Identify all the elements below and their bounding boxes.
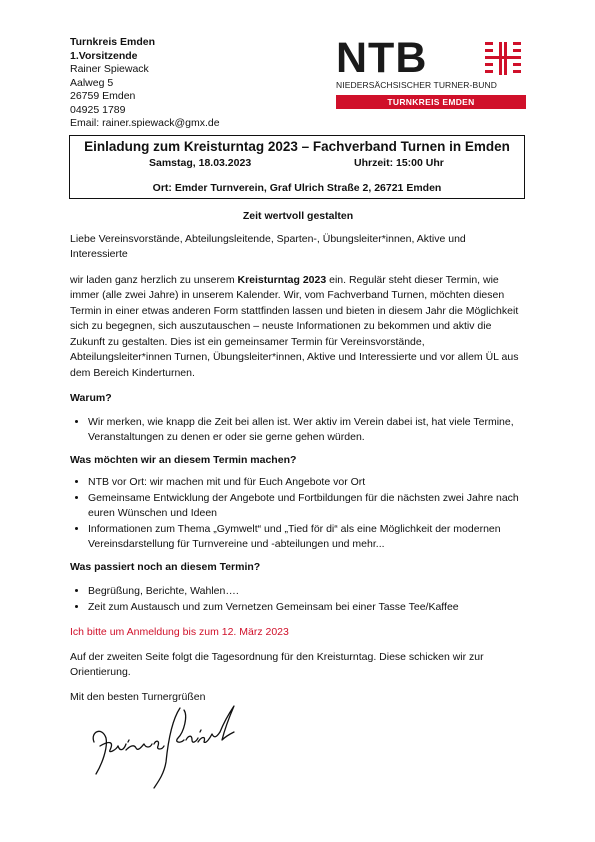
event-header-box (69, 135, 525, 199)
list-item: • NTB vor Ort: wir machen mit und für Euch Angebote vor Ort (88, 475, 526, 491)
list-item: • Begrüßung, Berichte, Wahlen…. (88, 584, 526, 600)
list-item: • Zeit zum Austausch und zum Vernetzen Gemeinsam bei einer Tasse Tee/Kaffee (88, 600, 526, 616)
sender-email: Email: rainer.spiewack@gmx.de (70, 117, 220, 129)
sender-role: 1.Vorsitzende (70, 49, 138, 62)
event-title: Einladung zum Kreisturntag 2023 – Fachverband Turnen in Emden (84, 139, 510, 154)
list-item: • Wir merken, wie knapp die Zeit bei allen ist. Wer aktiv im Verein dabei ist, hat viele Termine, Veranstaltungen zu denen er oder sie gerne gehen würden. (88, 415, 526, 446)
ntb-emblem-icon (483, 40, 523, 78)
plan-list (70, 475, 526, 553)
ntb-logo (336, 34, 526, 109)
closing: Mit den besten Turnergrüßen (70, 690, 206, 703)
letter-body (70, 209, 526, 705)
plan-heading: Was möchten wir an diesem Termin machen? (70, 453, 297, 466)
sender-block (70, 36, 220, 131)
intro-bold: Kreisturntag 2023 (237, 273, 327, 286)
logo-bar: TURNKREIS EMDEN (336, 95, 526, 109)
sender-org: Turnkreis Emden (70, 36, 155, 48)
registration-note: Ich bitte um Anmeldung bis zum 12. März 2023 (70, 626, 289, 638)
motto: Zeit wertvoll gestalten (242, 210, 354, 222)
more-heading: Was passiert noch an diesem Termin? (70, 560, 261, 573)
event-date: Samstag, 18.03.2023 (149, 157, 252, 169)
list-item: • Gemeinsame Entwicklung der Angebote und Fortbildungen für die nächsten zwei Jahre nach euren Wünschen und Ideen (88, 491, 526, 522)
salutation: Liebe Vereinsvorstände, Abteilungsleitende, Sparten-, Übungsleiter*innen, Aktive und Interessierte (70, 232, 466, 260)
sender-street: Aalweg 5 (70, 76, 114, 89)
intro-paragraph (70, 273, 526, 382)
why-heading: Warum? (70, 392, 112, 404)
sender-name: Rainer Spiewack (70, 63, 149, 75)
list-item: • Informationen zum Thema „Gymwelt“ und „Tied för di“ als eine Möglichkeit der modernen Vereinsdarstellung für Turnvereine und -abteilungen und mehr... (88, 522, 526, 553)
handwritten-signature (88, 702, 238, 792)
more-list (70, 584, 526, 615)
intro-post: ein. Regulär steht dieser Termin, wie immer (alle zwei Jahre) in unserem Kalender. Wir, vom Fachverband Turnen, möchten diesen Termin in einer etwas anderen Form stattfinden lassen und bieten in diesem Jahr die Möglichkeit sich zu begegnen, sich auszutauschen – neuste Informationen zu bekommen und aktiv die Zukunft zu gestalten. Dies ist ein gemeinsamer Termin für Vereinsvorstände, Abteilungsleiter*innen Turnen, Übungsleiter*innen, Aktive und Interessierte und vor allem ÜL aus dem Bereich Kinderturnen. (70, 273, 519, 379)
sender-phone: 04925 1789 (70, 103, 126, 116)
event-time: Uhrzeit: 15:00 Uhr (354, 157, 444, 169)
logo-tagline: NIEDERSÄCHSISCHER TURNER-BUND (336, 80, 497, 90)
intro-pre: wir laden ganz herzlich zu unserem (70, 273, 238, 286)
event-place: Ort: Emder Turnverein, Graf Ulrich Straße 2, 26721 Emden (152, 182, 442, 194)
sender-city: 26759 Emden (70, 90, 136, 102)
logo-wordmark: NTB (336, 34, 428, 82)
agenda-note: Auf der zweiten Seite folgt die Tagesordnung für den Kreisturntag. Diese schicken wir zur Orientierung. (70, 650, 484, 678)
why-list (70, 415, 526, 446)
